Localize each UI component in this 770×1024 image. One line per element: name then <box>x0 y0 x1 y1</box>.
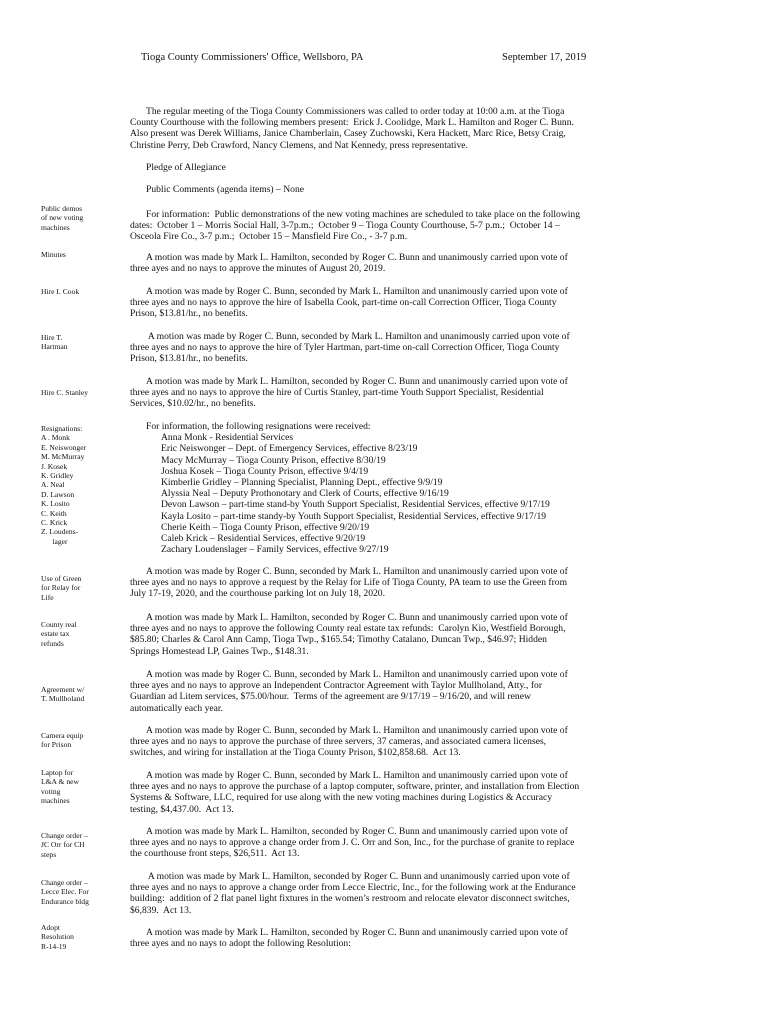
paragraph <box>130 331 650 365</box>
paragraph-line: three ayes and no nays to approve the purchase of three servers, 37 cameras, and associated camera licenses, <box>130 736 547 748</box>
paragraph-line: A motion was made by Mark L. Hamilton, seconded by Roger C. Bunn and unanimously carried upon vote of <box>146 871 570 882</box>
margin-note <box>41 878 117 906</box>
margin-note-line: Resignations: <box>41 424 83 433</box>
margin-note-line: D. Lawson <box>41 489 75 499</box>
margin-note-line: JC Orr for CH <box>41 840 85 850</box>
paragraph-line: For information: Public demonstrations of the new voting machines are scheduled to take place on the following <box>146 209 581 220</box>
margin-note <box>41 388 117 397</box>
margin-note-line: machines <box>41 796 70 806</box>
paragraph <box>130 871 650 916</box>
paragraph-line: the courthouse front steps, $26,511. Act 13. <box>130 848 300 860</box>
resignation-item: Anna Monk - Residential Services <box>161 432 294 444</box>
margin-note-line: L&A & new <box>41 777 79 787</box>
paragraph-line: County Courthouse with the following members present: Erick J. Coolidge, Mark L. Hamilton and Roger C. Bunn. <box>130 117 574 129</box>
paragraph-line: building: addition of 2 flat panel light fixtures in the women’s restroom and relocate elevator disconnect switches, <box>130 893 570 905</box>
paragraph <box>130 770 650 815</box>
paragraph <box>130 252 650 274</box>
paragraph-line: three ayes and no nays to approve a change order from J. C. Orr and Son, Inc., for the purchase of granite to replace <box>130 837 575 849</box>
paragraph <box>130 376 650 410</box>
paragraph-line: July 17-19, 2020, and the courthouse parking lot on July 18, 2020. <box>130 588 386 600</box>
resignation-item: Joshua Kosek – Tioga County Prison, effective 9/4/19 <box>161 465 369 477</box>
margin-note-line: Adopt <box>41 923 60 932</box>
paragraph-line: Also present was Derek Williams, Janice Chamberlain, Casey Zuchowski, Kera Hackett, Marc Rice, Betsy Craig, <box>130 128 566 140</box>
margin-note-line: machines <box>41 222 70 232</box>
margin-note-line: Hartman <box>41 342 68 352</box>
paragraph-line: Public Comments (agenda items) – None <box>146 184 305 195</box>
resignation-item: Kimberlie Gridley – Planning Specialist, Planning Dept., effective 9/9/19 <box>161 477 443 489</box>
margin-note-line: voting <box>41 786 61 796</box>
margin-note-line: K. Losito <box>41 499 70 509</box>
margin-note-line: K. Gridley <box>41 471 74 481</box>
paragraph-line: The regular meeting of the Tioga County Commissioners was called to order today at 10:00 a.m. at the Tioga <box>146 106 565 117</box>
margin-note <box>41 768 117 806</box>
margin-note-line: Life <box>41 592 54 602</box>
paragraph-line: switches, and wiring for installation at the Tioga County Prison, $102,858.68. Act 13. <box>130 747 461 759</box>
paragraph <box>130 927 650 949</box>
margin-note-line: Change order – <box>41 878 88 887</box>
paragraph-line: $6,839. Act 13. <box>130 904 192 916</box>
margin-note-line: steps <box>41 849 57 859</box>
paragraph-line: Osceola Fire Co., 3-7 p.m.; October 15 – Mansfield Fire Co., - 3-7 p.m. <box>130 231 408 243</box>
paragraph <box>130 566 650 600</box>
paragraph-line: A motion was made by Roger C. Bunn, seconded by Mark L. Hamilton and unanimously carried upon vote of <box>146 770 568 781</box>
margin-note <box>41 204 117 232</box>
margin-note-line: A . Monk <box>41 433 70 443</box>
margin-note-line: Z. Loudens- <box>41 527 79 537</box>
paragraph-line: A motion was made by Roger C. Bunn, seconded by Mark L. Hamilton and unanimously carried upon vote of <box>146 286 568 297</box>
margin-note-line: Change order – <box>41 831 88 840</box>
margin-note <box>41 831 117 859</box>
paragraph <box>130 725 650 759</box>
margin-note-line: C. Keith <box>41 508 67 518</box>
paragraph <box>130 106 650 151</box>
margin-note-line: Hire I. Cook <box>41 287 80 296</box>
margin-note-line: Camera equip <box>41 731 84 740</box>
resignation-item: Cherie Keith – Tioga County Prison, effective 9/20/19 <box>161 521 370 533</box>
margin-note-line: Hire C. Stanley <box>41 388 89 397</box>
paragraph-line: Pledge of Allegiance <box>146 162 226 173</box>
margin-note-line: County real <box>41 620 77 629</box>
margin-note-line: refunds <box>41 638 64 648</box>
paragraph-line: Guardian ad Litem services, $75.00/hour. Terms of the agreement are 9/17/19 – 9/16/20, and will renew <box>130 691 531 703</box>
margin-note <box>41 731 117 750</box>
margin-note-line: Lecce Elec. For <box>41 887 89 897</box>
paragraph-line: A motion was made by Mark L. Hamilton, seconded by Roger C. Bunn and unanimously carried upon vote of <box>146 826 568 837</box>
margin-note-line: lager <box>41 536 68 546</box>
paragraph-line: $85.80; Charles & Carol Ann Camp, Tioga Twp., $165.54; Timothy Catalano, Duncan Twp., $46.97; Hidden <box>130 634 547 646</box>
paragraph <box>130 209 650 243</box>
paragraph-line: three ayes and no nays to approve an Independent Contractor Agreement with Taylor Mullholand, Atty., for <box>130 680 543 692</box>
margin-note-line: Hire T. <box>41 333 63 342</box>
paragraph-line: automatically each year. <box>130 702 223 714</box>
paragraph-line: Prison, $13.81/hr., no benefits. <box>130 353 248 365</box>
resignations-paragraph <box>130 421 650 555</box>
paragraph-line: A motion was made by Mark L. Hamilton, seconded by Roger C. Bunn and unanimously carried upon vote of <box>146 612 568 623</box>
margin-note-line: R-14-19 <box>41 941 67 951</box>
paragraph-line: A motion was made by Mark L. Hamilton, seconded by Roger C. Bunn and unanimously carried upon vote of <box>146 927 568 938</box>
paragraph <box>130 826 650 860</box>
paragraph-line: A motion was made by Roger C. Bunn, seconded by Mark L. Hamilton and unanimously carried upon vote of <box>146 566 568 577</box>
margin-note-line: Public demos <box>41 204 83 213</box>
paragraph-line: A motion was made by Mark L. Hamilton, seconded by Roger C. Bunn and unanimously carried upon vote of <box>146 376 568 387</box>
margin-note-line: Agreement w/ <box>41 685 85 694</box>
margin-note <box>41 620 117 648</box>
resignation-item: Eric Neiswonger – Dept. of Emergency Services, effective 8/23/19 <box>161 443 418 455</box>
margin-note-line: Use of Green <box>41 574 82 583</box>
resignation-item: Macy McMurray – Tioga County Prison, effective 8/30/19 <box>161 454 386 466</box>
paragraph-line: three ayes and no nays to approve the purchase of a laptop computer, software, printer, and installation from Election <box>130 781 580 793</box>
paragraph-line: Services, $10.02/hr., no benefits. <box>130 398 256 410</box>
paragraph <box>130 612 650 657</box>
margin-note-line: A. Neal <box>41 480 65 490</box>
margin-note-line: J. Kosek <box>41 461 68 471</box>
resignation-item: Kayla Losito – part-time standy-by Youth Support Specialist, Residential Services, effective 9/17/19 <box>161 510 547 522</box>
margin-note-line: for Prison <box>41 740 72 750</box>
paragraph <box>130 286 650 320</box>
paragraph-line: testing, $4,437.00. Act 13. <box>130 803 234 815</box>
paragraph <box>130 669 650 714</box>
paragraph-line: A motion was made by Roger C. Bunn, seconded by Mark L. Hamilton and unanimously carried upon vote of <box>146 669 568 680</box>
paragraph-line: A motion was made by Roger C. Bunn, seconded by Mark L. Hamilton and unanimously carried upon vote of <box>146 725 568 736</box>
header-date: September 17, 2019 <box>502 52 587 63</box>
margin-note-line: estate tax <box>41 629 70 639</box>
margin-note <box>41 250 117 259</box>
resignations-intro: For information, the following resignations were received: <box>146 421 371 432</box>
header-office: Tioga County Commissioners' Office, Wellsboro, PA <box>141 52 364 63</box>
paragraph-line: A motion was made by Mark L. Hamilton, seconded by Roger C. Bunn and unanimously carried upon vote of <box>146 252 568 263</box>
margin-note-line: of new voting <box>41 213 84 223</box>
resignation-item: Alyssia Neal – Deputy Prothonotary and Clerk of Courts, effective 9/16/19 <box>161 488 449 500</box>
margin-note-line: Minutes <box>41 250 66 259</box>
margin-note-line: Endurance bldg <box>41 896 89 906</box>
paragraph-line: three ayes and no nays to adopt the following Resolution: <box>130 938 351 950</box>
resignation-item: Zachary Loudenslager – Family Services, effective 9/27/19 <box>161 544 389 556</box>
margin-note <box>41 287 117 296</box>
margin-note-line: C. Krick <box>41 518 68 528</box>
resignation-item: Caleb Krick – Residential Services, effective 9/20/19 <box>161 533 366 545</box>
margin-note <box>41 923 117 951</box>
margin-note-line: Resolution <box>41 932 74 942</box>
margin-note-line: Laptop for <box>41 768 74 777</box>
paragraph-line: Christine Perry, Deb Crawford, Nancy Clemens, and Nat Kennedy, press representative. <box>130 139 468 151</box>
paragraph-line: three ayes and no nays to approve the hire of Tyler Hartman, part-time on-call Correction Officer, Tioga County <box>130 342 560 354</box>
resignation-item: Devon Lawson – part-time stand-by Youth Support Specialist, Residential Services, effective 9/17/19 <box>161 499 550 511</box>
paragraph-line: three ayes and no nays to approve the hire of Curtis Stanley, part-time Youth Support Specialist, Residential <box>130 387 544 399</box>
margin-note <box>41 424 117 546</box>
paragraph <box>130 162 650 173</box>
margin-note <box>41 685 117 704</box>
margin-note-line: E. Neiswonger <box>41 442 87 452</box>
paragraph-line: Systems & Software, LLC, required for use along with the new voting machines during Logistics & Accuracy <box>130 792 553 804</box>
paragraph-line: three ayes and no nays to approve a request by the Relay for Life of Tioga County, PA team to use the Green from <box>130 577 568 589</box>
margin-note-line: M. McMurray <box>41 452 85 462</box>
paragraph-line: A motion was made by Roger C. Bunn, seconded by Mark L. Hamilton and unanimously carried upon vote of <box>146 331 570 342</box>
paragraph-line: three ayes and no nays to approve the minutes of August 20, 2019. <box>130 263 386 275</box>
paragraph-line: Springs Homestead LP, Gaines Twp., $148.31. <box>130 645 309 657</box>
paragraph-line: three ayes and no nays to approve a change order from Lecce Electric, Inc., for the following work at the Endurance <box>130 882 576 894</box>
margin-note <box>41 333 117 352</box>
margin-note-line: for Relay for <box>41 583 81 593</box>
paragraph-line: three ayes and no nays to approve the following County real estate tax refunds: Carolyn Kio, Westfield Borough, <box>130 623 566 635</box>
paragraph-line: three ayes and no nays to approve the hire of Isabella Cook, part-time on-call Correction Officer, Tioga County <box>130 297 557 309</box>
margin-note-line: T. Mullholand <box>41 694 85 704</box>
resignations-list <box>130 432 650 555</box>
margin-note <box>41 574 117 602</box>
paragraph-line: Prison, $13.81/hr., no benefits. <box>130 308 248 320</box>
paragraph-line: dates: October 1 – Morris Social Hall, 3-7p.m.; October 9 – Tioga County Courthouse, 5-7 p.m.; October 14 – <box>130 220 560 232</box>
paragraph <box>130 184 650 195</box>
